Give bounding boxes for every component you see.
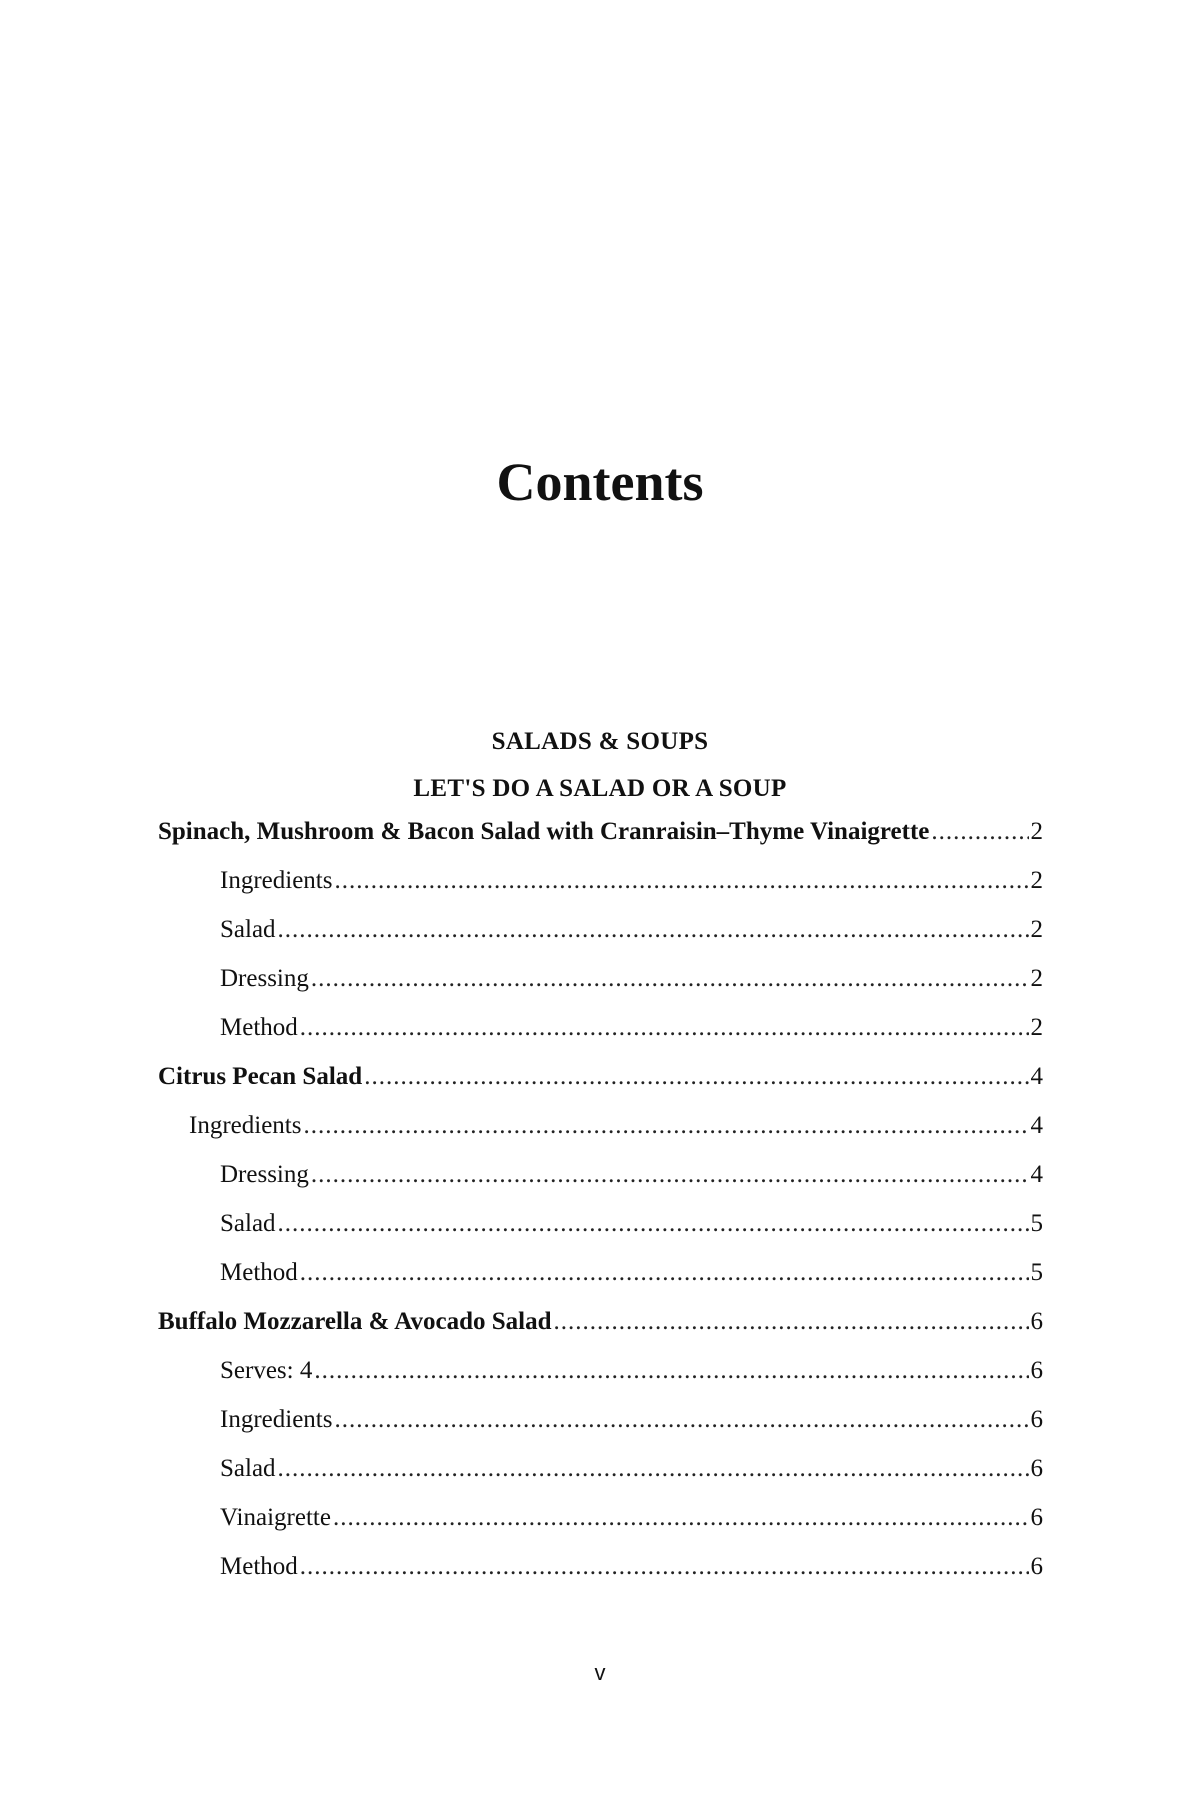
toc-entry-label: Buffalo Mozzarella & Avocado Salad	[158, 1308, 552, 1335]
dot-leader	[300, 1259, 1029, 1287]
toc-entry[interactable]	[158, 1357, 1043, 1406]
dot-leader	[278, 1455, 1029, 1483]
toc-entry-page: 6	[1030, 1308, 1043, 1335]
dot-leader	[931, 818, 1028, 846]
toc-entry-page: 6	[1030, 1406, 1043, 1433]
toc-entry[interactable]	[158, 1504, 1043, 1553]
dot-leader	[554, 1308, 1029, 1336]
toc-entry[interactable]	[158, 1112, 1043, 1161]
toc-entry[interactable]	[158, 965, 1043, 1014]
toc-entry[interactable]	[158, 1014, 1043, 1063]
toc-entry[interactable]	[158, 1308, 1043, 1357]
toc-entry-page: 2	[1030, 1014, 1043, 1041]
toc-entry-page: 5	[1030, 1210, 1043, 1237]
toc-entry[interactable]	[158, 916, 1043, 965]
toc-entry[interactable]	[158, 1553, 1043, 1602]
dot-leader	[311, 965, 1029, 993]
page-title: Contents	[496, 452, 704, 512]
dot-leader	[300, 1014, 1029, 1042]
dot-leader	[300, 1553, 1029, 1581]
toc-entry-label: Method	[220, 1014, 298, 1041]
toc-entry-page: 6	[1030, 1504, 1043, 1531]
dot-leader	[314, 1357, 1028, 1385]
toc-entry-label: Ingredients	[189, 1112, 302, 1139]
toc-entry-page: 4	[1030, 1112, 1043, 1139]
toc-entry-label: Dressing	[220, 965, 309, 992]
toc-entry-page: 2	[1030, 867, 1043, 894]
toc-entry-label: Spinach, Mushroom & Bacon Salad with Cranraisin–Thyme Vinaigrette	[158, 818, 930, 845]
toc-entry-label: Vinaigrette	[220, 1504, 331, 1531]
dot-leader	[334, 867, 1028, 895]
toc-entry-label: Ingredients	[220, 867, 333, 894]
dot-leader	[278, 1210, 1029, 1238]
toc-entry-label: Dressing	[220, 1161, 309, 1188]
toc-entry-label: Method	[220, 1553, 298, 1580]
toc-entry-page: 2	[1030, 916, 1043, 943]
dot-leader	[334, 1406, 1028, 1434]
toc-entry-label: Ingredients	[220, 1406, 333, 1433]
toc-entry[interactable]	[158, 1259, 1043, 1308]
dot-leader	[278, 916, 1029, 944]
dot-leader	[311, 1161, 1029, 1189]
toc-entry-label: Salad	[220, 1455, 276, 1482]
toc-entry-page: 2	[1030, 818, 1043, 845]
section-heading-1: SALADS & SOUPS	[491, 728, 709, 755]
toc-entry[interactable]	[158, 1406, 1043, 1455]
table-of-contents	[158, 818, 1043, 1602]
toc-entry-label: Method	[220, 1259, 298, 1286]
page-number: v	[594, 1660, 606, 1685]
toc-entry-label: Salad	[220, 1210, 276, 1237]
toc-entry[interactable]	[158, 1161, 1043, 1210]
toc-entry[interactable]	[158, 1063, 1043, 1112]
dot-leader	[303, 1112, 1028, 1140]
toc-entry-page: 6	[1030, 1553, 1043, 1580]
toc-entry-page: 4	[1030, 1161, 1043, 1188]
toc-entry-page: 6	[1030, 1455, 1043, 1482]
toc-entry-label: Salad	[220, 916, 276, 943]
toc-entry-page: 2	[1030, 965, 1043, 992]
toc-entry[interactable]	[158, 1455, 1043, 1504]
dot-leader	[364, 1063, 1028, 1091]
toc-entry-page: 5	[1030, 1259, 1043, 1286]
toc-entry-page: 4	[1030, 1063, 1043, 1090]
toc-entry[interactable]	[158, 818, 1043, 867]
toc-entry-label: Citrus Pecan Salad	[158, 1063, 363, 1090]
toc-entry-label: Serves: 4	[220, 1357, 313, 1384]
toc-entry-page: 6	[1030, 1357, 1043, 1384]
toc-entry[interactable]	[158, 867, 1043, 916]
section-heading-2: LET'S DO A SALAD OR A SOUP	[413, 775, 787, 802]
toc-entry[interactable]	[158, 1210, 1043, 1259]
dot-leader	[333, 1504, 1029, 1532]
